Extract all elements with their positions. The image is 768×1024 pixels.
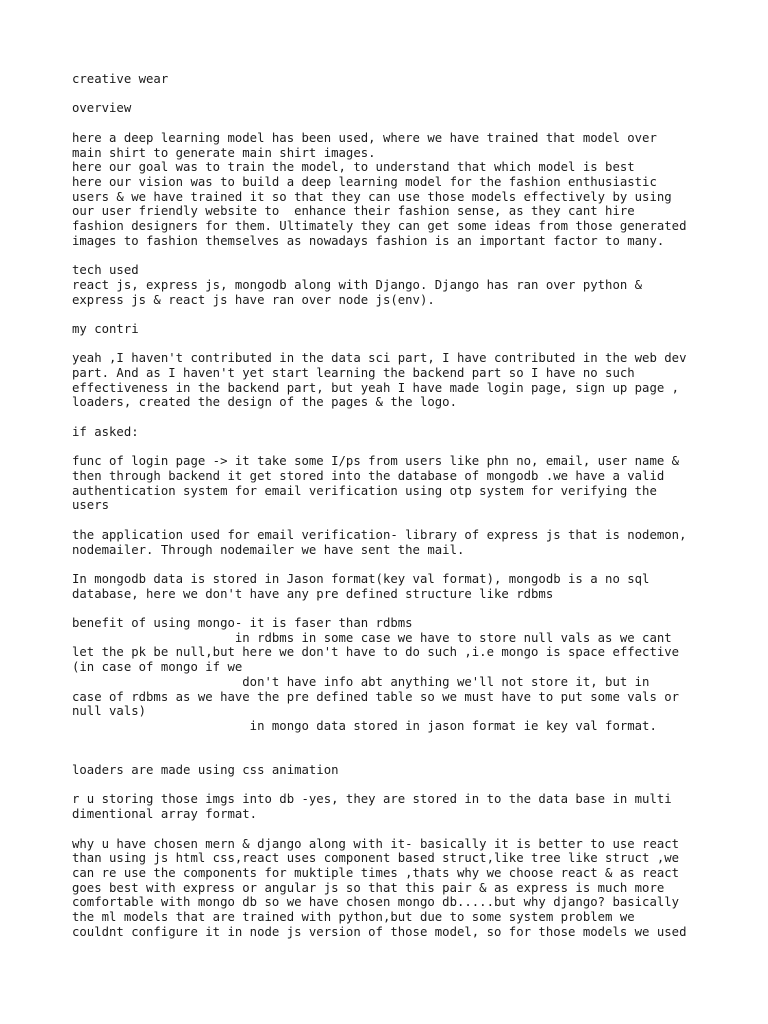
- document-title: creative wear: [72, 72, 169, 86]
- tech-heading: tech used: [72, 263, 139, 278]
- document-body: [72, 72, 712, 939]
- overview-paragraph: here a deep learning model has been used, where we have trained that model over main shirt to generate main shirt images. here our goal was to train the model, to understand that which model is best here our vision was to build a deep learning model for the fashion enthusiastic users & we have trained it so that they can use those models effectively by using our user friendly website to enhance their fashion sense, as they cant hire fashion designers for them. Ultimately they can get some ideas from those generated images to fashion themselves as nowadays fashion is an important factor to many.: [72, 130, 687, 248]
- benefit-paragraph: benefit of using mongo- it is faser than rdbms in rdbms in some case we have to store null vals as we cant let the pk be null,but here we don't have to do such ,i.e mongo is space effective (in case of mongo if we don't have info abt anything we'll not store it, but in case of rdbms as we have the pre defined table so we must have to put some vals or null vals) in mongo data stored in jason format ie key val format.: [72, 616, 680, 733]
- why-paragraph: why u have chosen mern & django along with it- basically it is better to use react than using js html css,react uses component based struct,like tree like struct ,we can re use the components for muktiple times ,thats why we choose react & as react goes best with express or angular js so that this pair & as express is much more comfortable with mongo db so we have chosen mongo db.....but why django? basically the ml models that are trained with python,but due to some system problem we couldnt configure it in node js version of those model, so for those models we used: [72, 836, 687, 939]
- mongodb-paragraph: In mongodb data is stored in Jason format(key val format), mongodb is a no sql database, here we don't have any pre defined structure like rdbms: [72, 571, 650, 601]
- contri-paragraph: yeah ,I haven't contributed in the data sci part, I have contributed in the web dev part. And as I haven't yet start learning the backend part so I have no such effectiveness in the backend part, but yeah I have made login page, sign up page , loaders, created the design of the pages & the logo.: [72, 351, 687, 410]
- overview-heading: overview: [72, 101, 132, 116]
- imgs-paragraph: r u storing those imgs into db -yes, they are stored in to the data base in multi dimentional array format.: [72, 792, 672, 822]
- email-paragraph: the application used for email verification- library of express js that is nodemon, nodemailer. Through nodemailer we have sent the mail.: [72, 527, 687, 557]
- loaders-paragraph: loaders are made using css animation: [72, 763, 339, 778]
- tech-paragraph: react js, express js, mongodb along with Django. Django has ran over python & express js & react js have ran over node js(env).: [72, 277, 643, 307]
- contri-heading: my contri: [72, 321, 139, 336]
- asked-heading: if asked:: [72, 424, 139, 439]
- login-paragraph: func of login page -> it take some I/ps from users like phn no, email, user name & then through backend it get stored into the database of mongodb .we have a valid authentication system for email verification using otp system for verifying the users: [72, 454, 680, 513]
